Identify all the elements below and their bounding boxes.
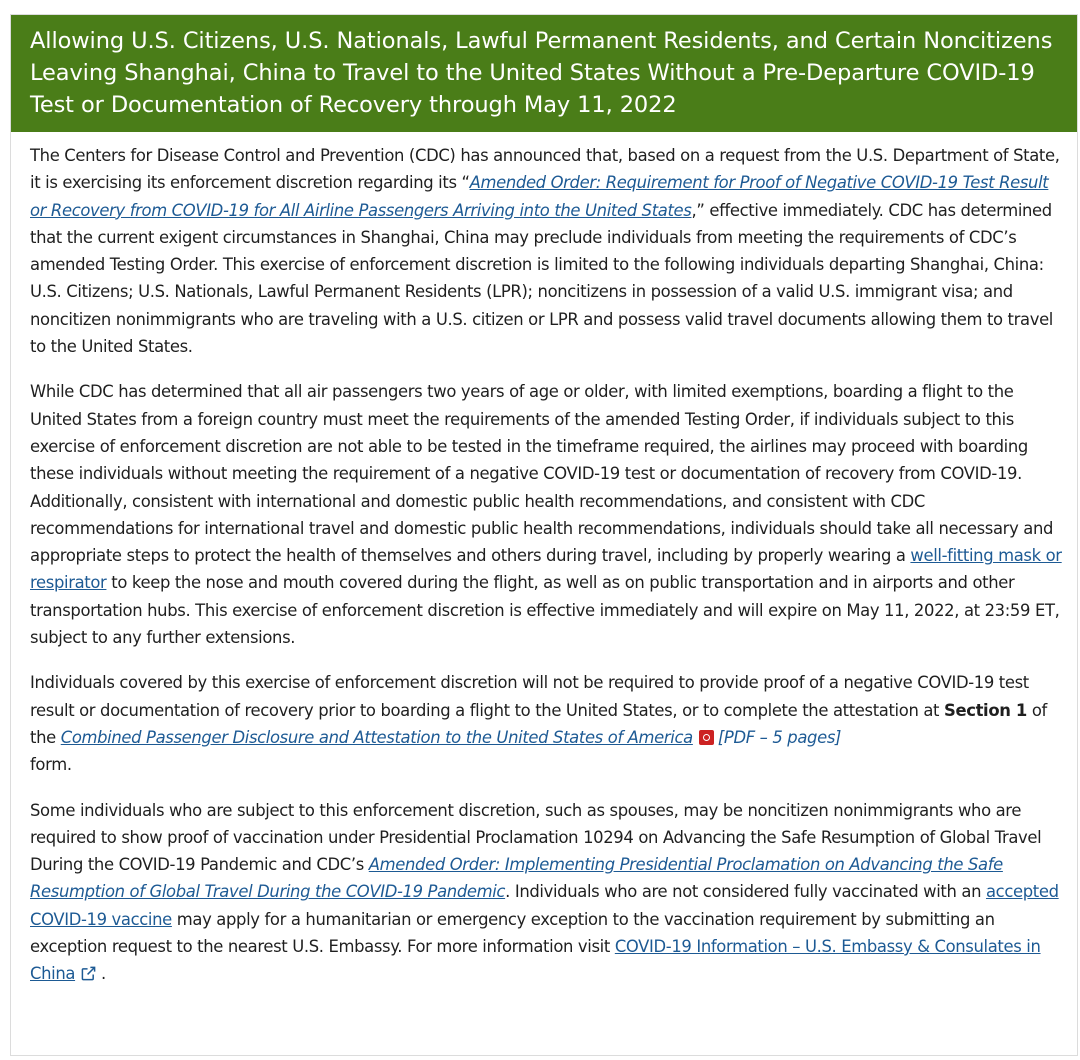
announcement-card bbox=[10, 14, 1078, 1056]
text: of the bbox=[30, 700, 1047, 747]
text: . Individuals who are not considered fully vaccinated with an bbox=[505, 882, 986, 902]
text: . bbox=[96, 964, 106, 984]
accepted-vaccine-link[interactable]: accepted COVID-19 vaccine bbox=[30, 882, 1059, 929]
paragraph-2 bbox=[30, 378, 1063, 651]
text: Individuals covered by this exercise of enforcement discretion will not be required to provide proof of a negative COVID-19 test result or documentation of recovery prior to boarding a flight to the United States, or to complete the attestation at bbox=[30, 673, 1029, 720]
article-body bbox=[11, 132, 1077, 988]
text: to keep the nose and mouth covered during the flight, as well as on public transportation and in airports and other transportation hubs. This exercise of enforcement discretion is effective immediately and will expire on May 11, 2022, at 23:59 ET, subject to any further extensions. bbox=[30, 573, 1060, 648]
pdf-icon bbox=[699, 730, 714, 745]
mask-respirator-link[interactable]: well-fitting mask or respirator bbox=[30, 546, 1062, 593]
proclamation-order-link[interactable]: Amended Order: Implementing Presidential Proclamation on Advancing the Safe Resumption of Global Travel During the COVID-19 Pandemic bbox=[30, 855, 1003, 902]
amended-order-testing-link[interactable]: Amended Order: Requirement for Proof of Negative COVID-19 Test Result or Recovery from COVID-19 for All Airline Passengers Arriving into the United States bbox=[30, 173, 1049, 220]
text: form. bbox=[30, 755, 72, 775]
text: Some individuals who are subject to this enforcement discretion, such as spouses, may be noncitizen nonimmigrants who are required to show proof of vaccination under Presidential Proclamation 10294 on Advancing the Safe Resumption of Global Travel During the COVID-19 Pandemic and CDC’s bbox=[30, 800, 1042, 875]
text: The Centers for Disease Control and Prevention (CDC) has announced that, based on a request from the U.S. Department of State, it is exercising its enforcement discretion regarding its “ bbox=[30, 146, 1060, 193]
embassy-info-link[interactable]: COVID-19 Information – U.S. Embassy & Consulates in China bbox=[30, 937, 1041, 984]
section-label: Section 1 bbox=[943, 700, 1027, 720]
pdf-note: [PDF – 5 pages] bbox=[717, 727, 842, 747]
external-link-icon[interactable] bbox=[81, 966, 96, 981]
paragraph-4 bbox=[30, 797, 1063, 988]
text: ,” effective immediately. CDC has determined that the current exigent circumstances in Shanghai, China may preclude individuals from meeting the requirements of CDC’s amended Testing Order. This exercise of enforcement discretion is limited to the following individuals departing Shanghai, China: U.S. Citizens; U.S. Nationals, Lawful Permanent Residents (LPR); noncitizens in possession of a valid U.S. immigrant visa; and noncitizen nonimmigrants who are traveling with a U.S. citizen or LPR and possess valid travel documents allowing them to travel to the United States. bbox=[30, 200, 1054, 357]
paragraph-1 bbox=[30, 142, 1063, 360]
text: may apply for a humanitarian or emergency exception to the vaccination requirement by submitting an exception request to the nearest U.S. Embassy. For more information visit bbox=[30, 909, 995, 957]
attestation-form-link[interactable]: Combined Passenger Disclosure and Attestation to the United States of America bbox=[60, 727, 693, 747]
page-title: Allowing U.S. Citizens, U.S. Nationals, Lawful Permanent Residents, and Certain Noncitizens Leaving Shanghai, China to Travel to the United States Without a Pre-Departure COVID-19 Test or Documentation of Recovery through May 11, 2022 bbox=[11, 15, 1077, 132]
paragraph-3 bbox=[30, 669, 1063, 778]
text: While CDC has determined that all air passengers two years of age or older, with limited exemptions, boarding a flight to the United States from a foreign country must meet the requirements of the amended Testing Order, if individuals subject to this exercise of enforcement discretion are not able to be tested in the timeframe required, the airlines may proceed with boarding these individuals without meeting the requirement of a negative COVID-19 test or documentation of recovery from COVID-19. Additionally, consistent with international and domestic public health recommendations, and consistent with CDC recommendations for international travel and domestic public health recommendations, individuals should take all necessary and appropriate steps to protect the health of themselves and others during travel, including by properly wearing a bbox=[30, 382, 1054, 566]
